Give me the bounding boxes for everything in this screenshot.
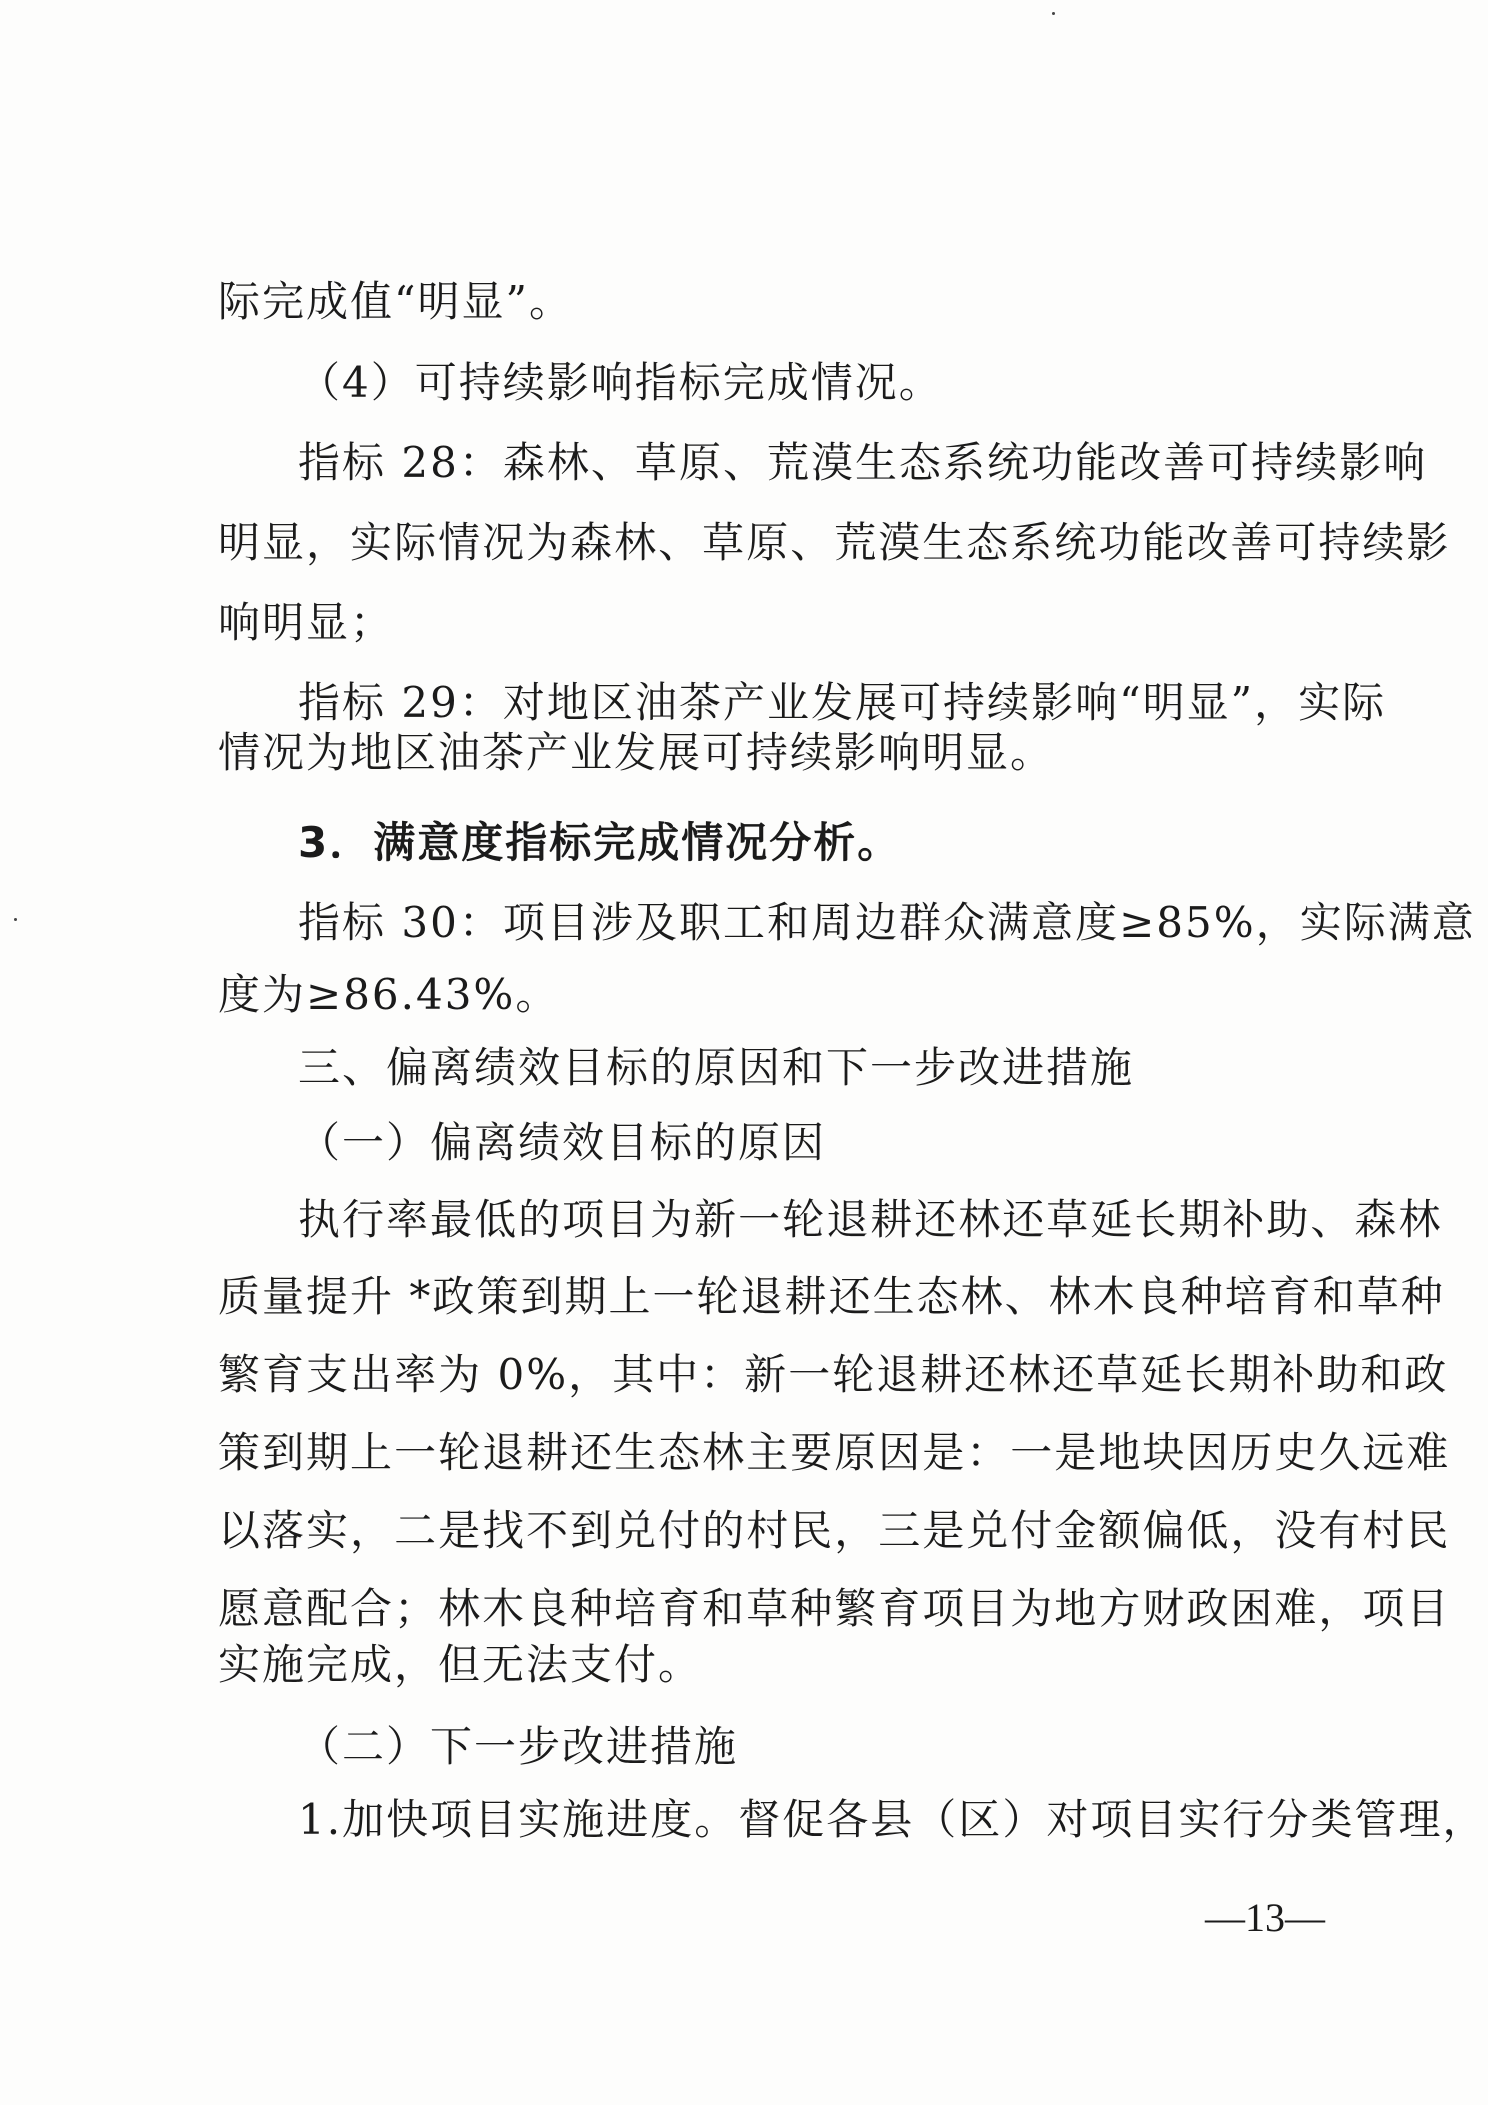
text-line-5: 响明显； xyxy=(218,598,395,647)
subsection-heading-2: （二）下一步改进措施 xyxy=(298,1722,739,1771)
text-line-14: 质 量 提 升 * 政 策 到 期 上 一 轮 退 耕 还 生 态 林 、 林 木 良 种 培 育 和 草 种 xyxy=(218,1272,1445,1321)
text-line-16: 策 到 期 上 一 轮 退 耕 还 生 态 林 主 要 原 因 是 ： 一 是 地 块 因 历 史 久 远 难 xyxy=(218,1428,1451,1477)
text-line-18: 愿 意 配 合 ； 林 木 良 种 培 育 和 草 种 繁 育 项 目 为 地 方 财 政 困 难 ， 项 目 xyxy=(218,1584,1451,1633)
text-line-6: 指 标 2 9 ： 对 地 区 油 茶 产 业 发 展 可 持 续 影 响 “ 明 显 ” ， 实 际 xyxy=(298,678,1387,727)
page-number: —13— xyxy=(1205,1895,1325,1940)
scan-speck xyxy=(1052,12,1055,15)
text-line-15: 繁 育 支 出 率 为 0 % ， 其 中 ： 新 一 轮 退 耕 还 林 还 草 延 长 期 补 助 和 政 xyxy=(218,1350,1449,1399)
text-line-9: 指 标 3 0 ： 项 目 涉 及 职 工 和 周 边 群 众 满 意 度 ≥ 8 5 % ， 实 际 满 意 xyxy=(298,898,1476,947)
subsection-heading-1: （一）偏离绩效目标的原因 xyxy=(298,1118,827,1167)
text-line-7: 情况为地区油茶产业发展可持续影响明显。 xyxy=(218,728,1055,777)
text-line-1: 际完成值“明显”。 xyxy=(218,277,573,326)
text-line-17: 以 落 实 ， 二 是 找 不 到 兑 付 的 村 民 ， 三 是 兑 付 金 额 偏 低 ， 没 有 村 民 xyxy=(218,1506,1451,1555)
section-heading-satisfaction: 3．满意度指标完成情况分析。 xyxy=(298,818,902,867)
chapter-heading-3: 三、偏离绩效目标的原因和下一步改进措施 xyxy=(298,1043,1135,1092)
text-line-19: 实施完成，但无法支付。 xyxy=(218,1640,703,1689)
subsection-heading-4: （4）可持续影响指标完成情况。 xyxy=(298,358,943,407)
scan-speck xyxy=(14,918,17,921)
text-line-4: 明 显 ， 实 际 情 况 为 森 林 、 草 原 、 荒 漠 生 态 系 统 功 能 改 善 可 持 续 影 xyxy=(218,518,1451,567)
text-line-13: 执 行 率 最 低 的 项 目 为 新 一 轮 退 耕 还 林 还 草 延 长 期 补 助 、 森 林 xyxy=(298,1195,1443,1244)
text-line-3: 指 标 2 8 ： 森 林 、 草 原 、 荒 漠 生 态 系 统 功 能 改 善 可 持 续 影 响 xyxy=(298,438,1428,487)
text-line-10: 度为≥86.43%。 xyxy=(218,970,560,1019)
text-line-21: 1 . 加 快 项 目 实 施 进 度 。 督 促 各 县 （ 区 ） 对 项 目 实 行 分 类 管 理 ， xyxy=(298,1795,1487,1844)
